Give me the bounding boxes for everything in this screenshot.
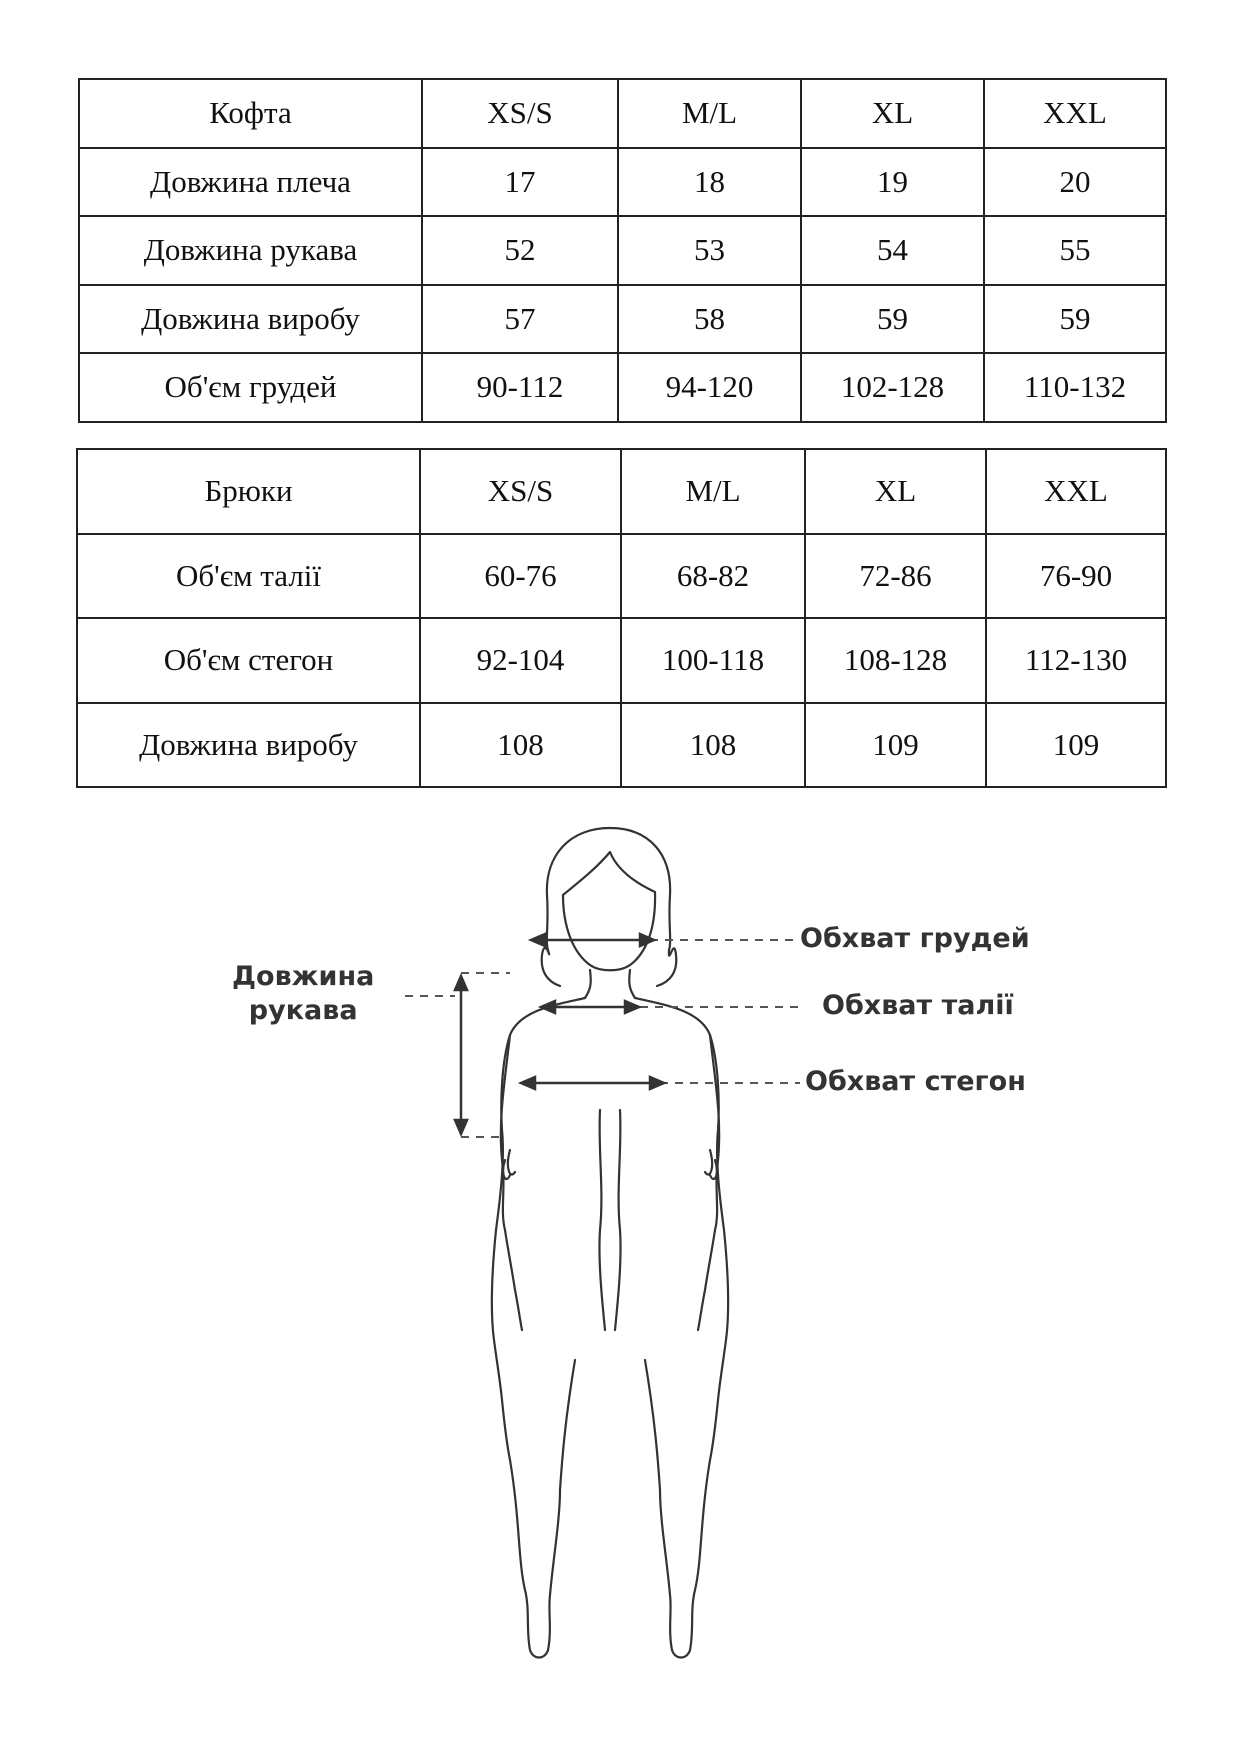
table-cell: Довжина виробу [79,285,422,354]
table-cell: 20 [984,148,1166,217]
table-header-row [79,79,1166,148]
table-row [79,285,1166,354]
table-cell: 100-118 [621,618,805,703]
chest-arrow-right [640,934,654,946]
face-outline [563,852,655,970]
table-cell: Довжина плеча [79,148,422,217]
left-arm-outline [501,1035,522,1330]
jacket-size-table [78,78,1167,423]
table-cell: Довжина рукава [79,216,422,285]
waist-arrow-left [541,1001,555,1013]
table-cell: Об'єм талії [77,534,420,619]
table-cell: 59 [801,285,984,354]
table-cell: 72-86 [805,534,986,619]
table-row [79,353,1166,422]
hips-arrow-right [650,1077,664,1089]
right-hand-outline [705,1150,717,1179]
table-row [79,148,1166,217]
table-cell: 108-128 [805,618,986,703]
table-cell: 68-82 [621,534,805,619]
table-cell: 110-132 [984,353,1166,422]
hips-label: Обхват стегон [805,1066,1026,1097]
table-row [79,216,1166,285]
table-cell: Брюки [77,449,420,534]
table-cell: 53 [618,216,801,285]
table-cell: 108 [621,703,805,788]
table-cell: 54 [801,216,984,285]
sleeve-label-line2: рукава [248,995,358,1026]
sleeve-label-line1: Довжина [232,961,375,992]
table-cell: 109 [986,703,1166,788]
table-cell: 55 [984,216,1166,285]
table-cell: XXL [986,449,1166,534]
table-cell: 92-104 [420,618,621,703]
waist-arrow-right [625,1001,639,1013]
table-cell: XS/S [422,79,618,148]
table-cell: XL [801,79,984,148]
measurement-figure [0,800,1240,1700]
table-cell: Об'єм стегон [77,618,420,703]
table-header-row [77,449,1166,534]
table-cell: 90-112 [422,353,618,422]
chest-label: Обхват грудей [800,923,1030,954]
table-cell: 17 [422,148,618,217]
table-cell: XL [805,449,986,534]
table-row [77,618,1166,703]
left-hand-outline [503,1150,515,1179]
table-cell: 52 [422,216,618,285]
neck-outline [585,970,635,998]
sleeve-length-label [232,960,374,1028]
table-cell: 102-128 [801,353,984,422]
right-arm-outline [698,1035,719,1330]
table-row [77,534,1166,619]
body-outline-illustration [0,800,1240,1700]
table-cell: 57 [422,285,618,354]
table-cell: 108 [420,703,621,788]
hips-arrow-left [521,1077,535,1089]
table-cell: XS/S [420,449,621,534]
table-cell: 109 [805,703,986,788]
table-row [77,703,1166,788]
table-cell: 58 [618,285,801,354]
pants-size-table [76,448,1167,788]
left-body-outline [492,998,585,1658]
sleeve-arrow-top [455,976,467,990]
table-cell: Об'єм грудей [79,353,422,422]
table-cell: Кофта [79,79,422,148]
table-cell: 59 [984,285,1166,354]
table-cell: M/L [618,79,801,148]
chest-arrow-left [531,934,545,946]
table-cell: 18 [618,148,801,217]
right-body-outline [635,998,728,1658]
table-cell: M/L [621,449,805,534]
table-cell: 19 [801,148,984,217]
table-cell: Довжина виробу [77,703,420,788]
waist-label: Обхват талії [822,990,1014,1021]
table-cell: 76-90 [986,534,1166,619]
table-cell: XXL [984,79,1166,148]
inner-leg-outline [599,1110,620,1330]
table-cell: 60-76 [420,534,621,619]
table-cell: 112-130 [986,618,1166,703]
table-cell: 94-120 [618,353,801,422]
sleeve-arrow-bottom [455,1120,467,1134]
